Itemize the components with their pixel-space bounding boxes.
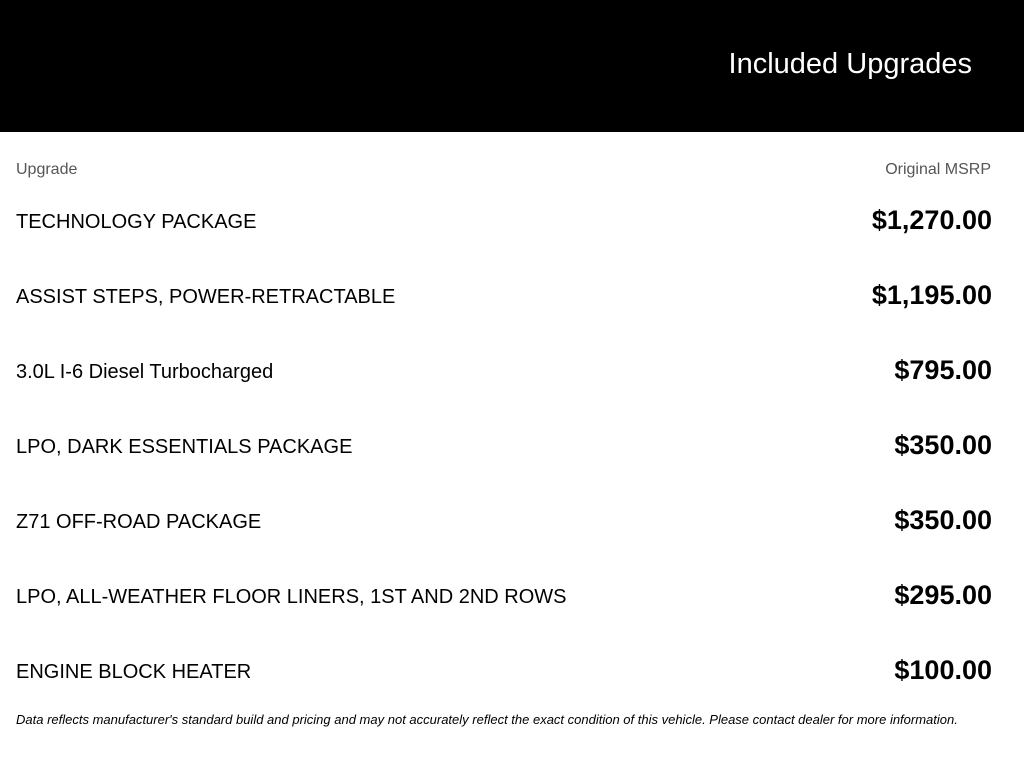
upgrade-price: $795.00 [894, 355, 992, 385]
list-item [0, 260, 1024, 335]
page-title: Included Upgrades [728, 48, 972, 80]
upgrade-name: 3.0L I-6 Diesel Turbocharged [16, 361, 274, 383]
upgrade-price: $1,270.00 [871, 205, 992, 235]
list-item [0, 185, 1024, 260]
column-header-msrp: Original MSRP [885, 161, 991, 178]
upgrade-name: ENGINE BLOCK HEATER [16, 661, 252, 683]
list-item [0, 335, 1024, 410]
upgrade-name: LPO, ALL-WEATHER FLOOR LINERS, 1ST AND 2ND ROWS [16, 586, 567, 608]
upgrade-price: $295.00 [894, 580, 992, 610]
upgrade-name: TECHNOLOGY PACKAGE [16, 211, 257, 233]
upgrade-name: Z71 OFF-ROAD PACKAGE [16, 511, 262, 533]
column-header-upgrade: Upgrade [16, 161, 78, 178]
list-item [0, 635, 1024, 710]
upgrade-price: $350.00 [894, 430, 992, 460]
upgrade-price: $100.00 [894, 655, 992, 685]
list-item [0, 560, 1024, 635]
upgrade-name: ASSIST STEPS, POWER-RETRACTABLE [16, 286, 396, 308]
upgrade-price: $1,195.00 [871, 280, 992, 310]
list-item [0, 410, 1024, 485]
upgrades-list [0, 185, 1024, 710]
header-bar [0, 0, 1024, 132]
list-item [0, 485, 1024, 560]
disclaimer-text: Data reflects manufacturer's standard build and pricing and may not accurately reflect the exact condition of this vehicle. Please contact dealer for more information. [16, 712, 958, 727]
upgrade-name: LPO, DARK ESSENTIALS PACKAGE [16, 436, 353, 458]
upgrade-price: $350.00 [894, 505, 992, 535]
